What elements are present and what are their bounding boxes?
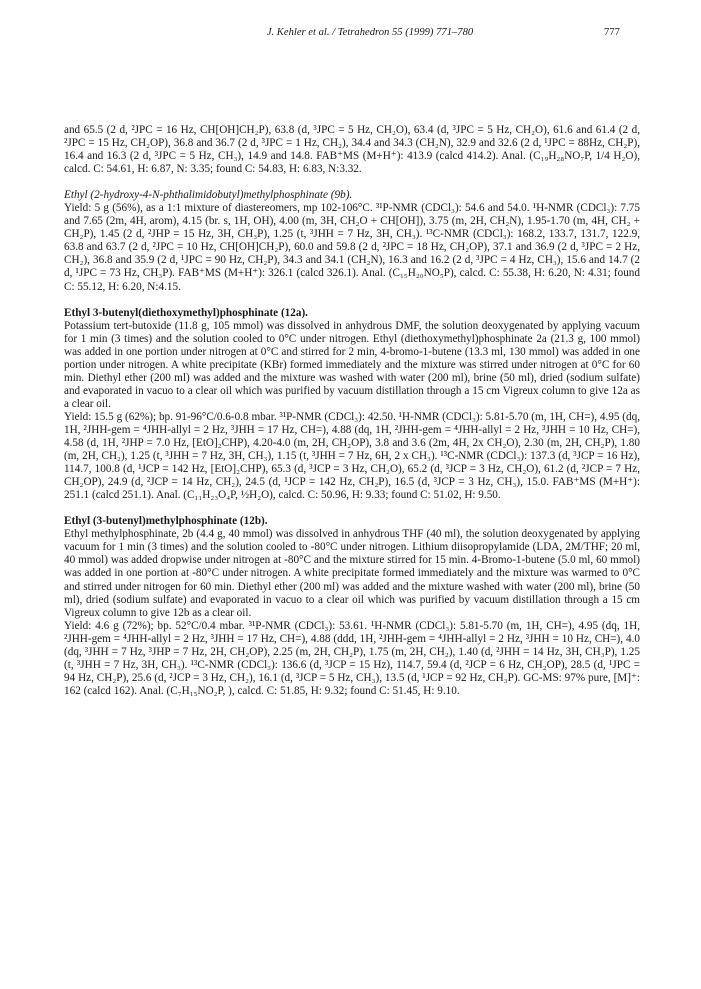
section-body-12b-data: Yield: 4.6 g (72%); bp. 52°C/0.4 mbar. ³¹P-NMR (CDCl₃): 53.61. ¹H-NMR (CDCl₃): 5.81-5.70 (m, 1H, CH=), 4.95 (dq, 1H, ²JHH-gem = ⁴JHH-allyl = 2 Hz, ³JHH = 17 Hz, CH=), 4.88 (ddd, 1H, ²JHH-gem = ⁴JHH-allyl = 2 Hz, ³JHH = 10 Hz, CH=), 4.0 (dq, ³JHH = 7 Hz, ³JHP = 7 Hz, 2H, CH₂OP), 2.25 (m, 2H, CH₂P), 1.75 (m, 2H, CH₂), 1.40 (d, ²JHH = 14 Hz, 3H, CH₃P), 1.25 (t, ³JHH = 7 Hz, 3H, CH₃). ¹³C-NMR (CDCl₃): 136.6 (d, ³JCP = 15 Hz), 114.7, 59.4 (d, ²JCP = 6 Hz, CH₂OP), 28.5 (d, ¹JPC = 94 Hz, CH₂P), 25.6 (d, ²JCP = 3 Hz, CH₂), 16.1 (d, ³JCP = 5 Hz, CH₃), 13.5 (d, ¹JCP = 92 Hz, CH₃P). GC-MS: 97% pure, [M]⁺: 162 (calcd 162). Anal. (C₇H₁₅NO₂P, ), calcd. C: 51.85, H: 9.32; found C: 51.45, H: 9.10. <box>64 619 640 697</box>
section-title-9b: Ethyl (2-hydroxy-4-N-phthalimidobutyl)methylphosphinate (9b). <box>64 189 353 202</box>
running-header: J. Kehler et al. / Tetrahedron 55 (1999) 771–780 <box>266 27 474 38</box>
page-number: 777 <box>604 27 620 38</box>
paragraph-9a-continuation: and 65.5 (2 d, ²JPC = 16 Hz, CH[OH]CH₂P), 63.8 (d, ³JPC = 5 Hz, CH₂O), 63.4 (d, ³JPC = 5 Hz, CH₂O), 61.6 and 61.4 (2 d, ²JPC = 15 Hz, CH₂OP), 36.8 and 36.7 (2 d, ³JPC = 1 Hz, CH₂), 34.4 and 34.3 (CH₂N), 32.9 and 32.6 (2 d, ¹JPC = 88Hz, CH₂P), 16.4 and 16.3 (2 d, ³JPC = 5 Hz, CH₃), 14.9 and 14.8. FAB⁺MS (M+H⁺): 413.9 (calcd 414.2). Anal. (C₁₉H₂₈NO₇P, 1/4 H₂O), calcd. C: 54.61, H: 6.87, N: 3.35; found C: 54.83, H: 6.83, N:3.32. <box>64 124 640 176</box>
article-body <box>64 124 640 698</box>
section-body-9b: Yield: 5 g (56%), as a 1:1 mixture of diastereomers, mp 102-106°C. ³¹P-NMR (CDCl₃): 54.6 and 54.0. ¹H-NMR (CDCl₃): 7.75 and 7.65 (2m, 4H, arom), 4.15 (br. s, 1H, OH), 4.00 (m, 3H, CH₂O + CH[OH]), 3.75 (m, 2H, CH₂N), 1.95-1.70 (m, 4H, CH₂ + CH₂P), 1.45 (2 d, ²JHP = 15 Hz, 3H, CH₃P), 1.25 (t, ³JHH = 7 Hz, 3H, CH₃). ¹³C-NMR (CDCl₃): 168.2, 133.7, 131.7, 122.9, 63.8 and 63.7 (2 d, ²JPC = 10 Hz, CH[OH]CH₂P), 60.0 and 59.8 (2 d, ²JPC = 18 Hz, CH₂OP), 37.1 and 36.9 (2 d, ³JPC = 2 Hz, CH₂), 36.8 and 35.9 (2 d, ¹JPC = 90 Hz, CH₂P), 34.3 and 34.1 (CH₂N), 16.3 and 16.2 (2 d, ³JPC = 4 Hz, CH₃), 15.6 and 14.7 (2 d, ¹JPC = 73 Hz, CH₃P). FAB⁺MS (M+H⁺): 326.1 (calcd 326.1). Anal. (C₁₅H₂₀NO₅P), calcd. C: 55.38, H: 6.20, N: 4.31; found C: 55.12, H: 6.20, N:4.15. <box>64 202 640 293</box>
section-title-12b: Ethyl (3-butenyl)methylphosphinate (12b). <box>64 515 268 528</box>
section-body-12a-data: Yield: 15.5 g (62%); bp. 91-96°C/0.6-0.8 mbar. ³¹P-NMR (CDCl₃): 42.50. ¹H-NMR (CDCl₃): 5.81-5.70 (m, 1H, CH=), 4.95 (dq, 1H, ²JHH-gem = ⁴JHH-allyl = 2 Hz, ³JHH = 17 Hz, CH=), 4.88 (dq, 1H, ²JHH-gem = ⁴JHH-allyl = 2 Hz, ³JHH = 10 Hz, CH=), 4.58 (d, 1H, ²JHP = 7.0 Hz, [EtO]₂CHP), 4.20-4.0 (m, 2H, CH₂OP), 3.8 and 3.6 (2m, 4H, 2x CH₂O), 2.30 (m, 2H, CH₂P), 1.80 (m, 2H, CH₂), 1.25 (t, ³JHH = 7 Hz, 3H, CH₃), 1.15 (t, ³JHH = 7 Hz, 6H, 2 x CH₃). ¹³C-NMR (CDCl₃): 137.3 (d, ³JCP = 16 Hz), 114.7, 100.8 (d, ¹JCP = 142 Hz, [EtO]₂CHP), 65.3 (d, ³JCP = 3 Hz, CH₂O), 65.2 (d, ³JCP = 3 Hz, CH₂O), 61.2 (d, ²JCP = 7 Hz, CH₂OP), 24.9 (d, ²JCP = 14 Hz, CH₂), 24.5 (d, ¹JCP = 142 Hz, CH₂P), 16.5 (d, ³JCP = 3 Hz, CH₃), 15.0. FAB⁺MS (M+H⁺): 251.1 (calcd 251.1). Anal. (C₁₁H₂₃O₄P, ½H₂O), calcd. C: 50.96, H: 9.33; found C: 51.02, H: 9.50. <box>64 410 640 502</box>
section-body-12a-procedure: Potassium tert-butoxide (11.8 g, 105 mmol) was dissolved in anhydrous DMF, the solution deoxygenated by applying vacuum for 1 min (3 times) and the solution cooled to 0°C under nitrogen. Ethyl (diethoxymethyl)phosphinate 2a (21.3 g, 100 mmol) was added in one portion under nitrogen at 0°C and stirred for 2 min, 4-bromo-1-butene (13.3 ml, 130 mmol) was added in one portion under nitrogen. A white precipitate (KBr) formed immediately and the mixture was stirred under nitrogen at 0°C for 60 min. Diethyl ether (200 ml) was added and the mixture was washed with water (200 ml), brine (50 ml), dried (sodium sulfate) and evaporated in vacuo to a clear oil which was purified by vacuum distillation through a 15 cm Vigreux column to give 12a as a clear oil. <box>64 319 640 410</box>
section-body-12b-procedure: Ethyl methylphosphinate, 2b (4.4 g, 40 mmol) was dissolved in anhydrous THF (40 ml), the solution deoxygenated by applying vacuum for 1 min (3 times) and the solution cooled to -80°C under nitrogen. Lithium diisopropylamide (LDA, 2M/THF; 20 ml, 40 mmol) was added dropwise under nitrogen at -80°C and the mixture stirred for 15 min. 4-Bromo-1-butene (5.0 ml, 60 mmol) was added in one portion at -80°C under nitrogen. A white precipitate formed immediately and the mixture was warmed to 0°C and stirred under nitrogen for 60 min. Diethyl ether (200 ml) was added and the mixture washed with water (200 ml), brine (50 ml), dried (sodium sulfate) and evaporated in vacuo to a clear oil which was purified by vacuum distillation through a 15 cm Vigreux column to give 12b as a clear oil. <box>64 528 640 619</box>
section-title-12a: Ethyl 3-butenyl(diethoxymethyl)phosphinate (12a). <box>64 306 308 319</box>
spacer <box>64 502 640 515</box>
spacer <box>64 176 640 189</box>
spacer <box>64 294 640 307</box>
